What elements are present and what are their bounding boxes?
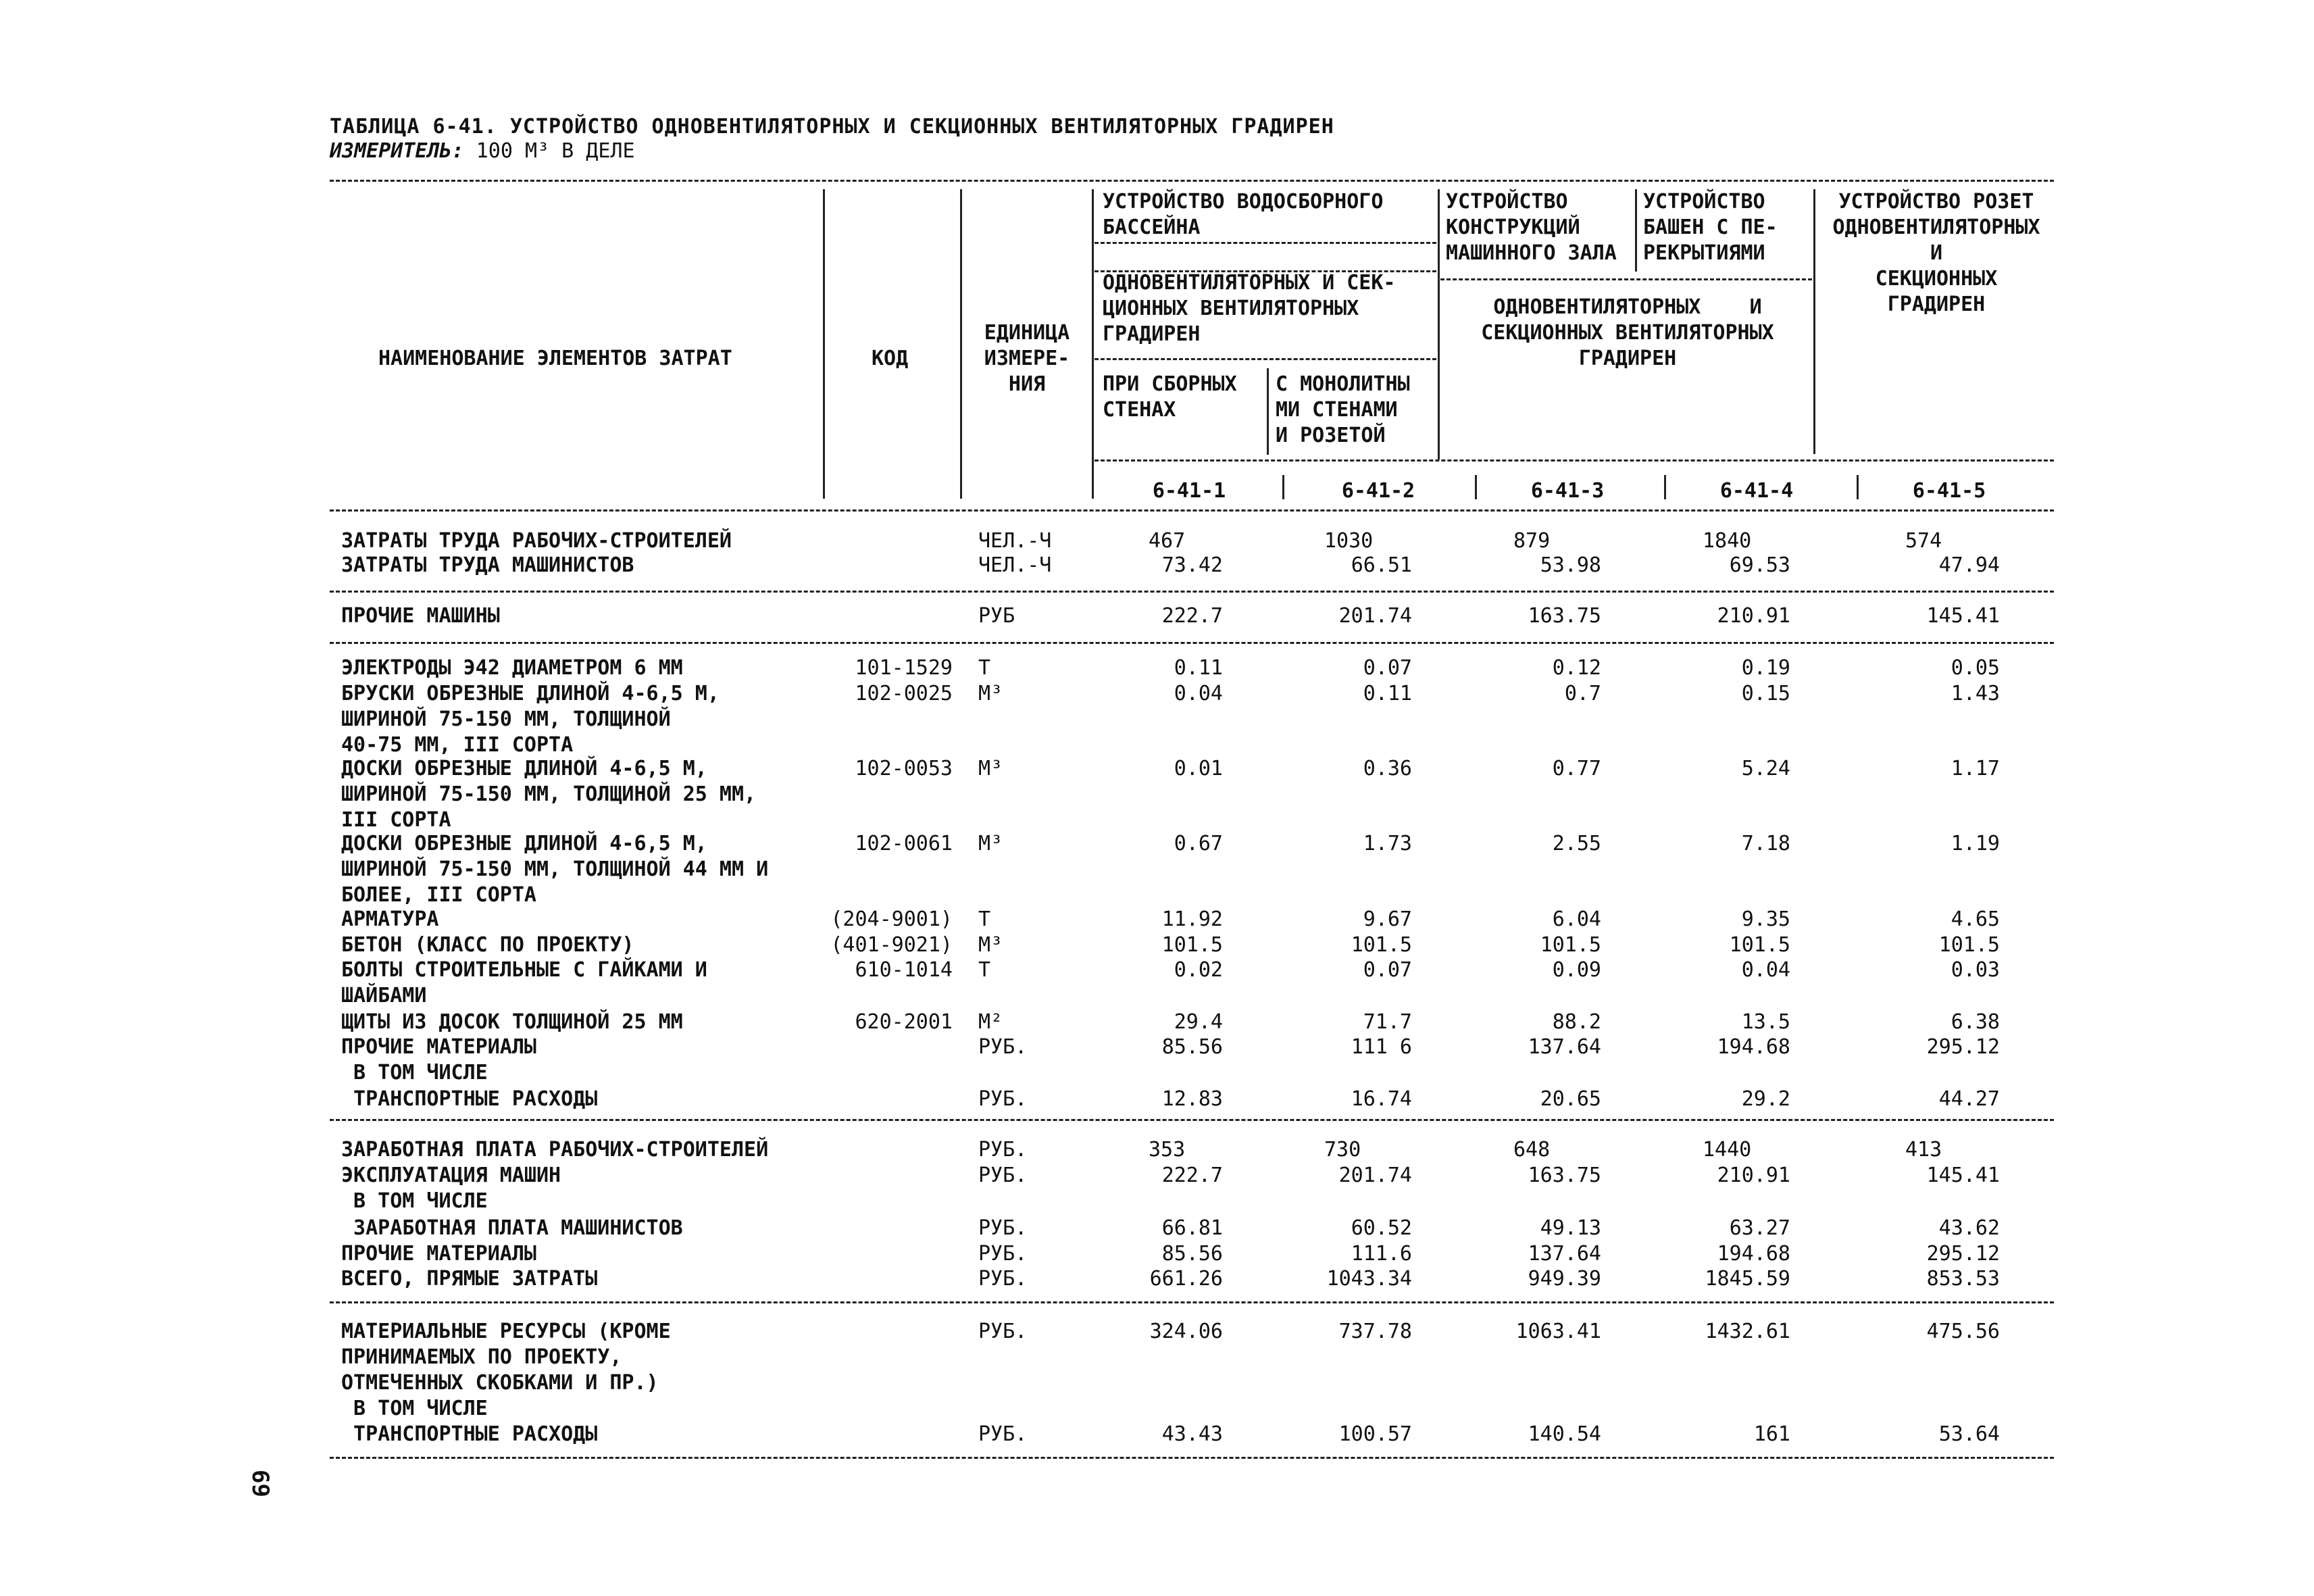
row-value: 47.94 — [1938, 553, 2000, 577]
row-name: ЩИТЫ ИЗ ДОСОК ТОЛЩИНОЙ 25 ММ — [341, 1010, 683, 1034]
section-rule — [330, 642, 2054, 644]
section-rule — [330, 1457, 2054, 1459]
row-value: 4.65 — [1951, 907, 2000, 931]
row-value: 0.03 — [1951, 958, 2000, 982]
row-name: ЭКСПЛУАТАЦИЯ МАШИН В ТОМ ЧИСЛЕ — [341, 1164, 561, 1213]
row-value: 101.5 — [1351, 933, 1412, 957]
row-value: 29.4 — [1174, 1010, 1223, 1034]
column-code: 6-41-5 — [1912, 479, 1986, 503]
row-value: 2.55 — [1552, 832, 1601, 855]
column-code: 6-41-3 — [1530, 479, 1605, 503]
row-name: ЗАРАБОТНАЯ ПЛАТА РАБОЧИХ-СТРОИТЕЛЕЙ — [341, 1138, 769, 1162]
row-name: ДОСКИ ОБРЕЗНЫЕ ДЛИНОЙ 4-6,5 М, ШИРИНОЙ 75-150 ММ, ТОЛЩИНОЙ 44 ММ И БОЛЕЕ, III СОРТА — [341, 832, 769, 907]
header-unit: ЕДИНИЦА ИЗМЕРЕ- НИЯ — [984, 321, 1070, 396]
row-value: 0.11 — [1174, 656, 1223, 680]
row-code: 102-0061 — [855, 832, 953, 855]
row-value: 353 — [1149, 1138, 1186, 1162]
section-rule — [330, 591, 2054, 593]
row-value: 1030 — [1324, 529, 1374, 553]
row-unit: РУБ. — [978, 1242, 1028, 1266]
column-code: 6-41-2 — [1341, 479, 1415, 503]
row-unit: Т — [978, 656, 991, 680]
row-name: БОЛТЫ СТРОИТЕЛЬНЫЕ С ГАЙКАМИ И ШАЙБАМИ — [341, 958, 707, 1007]
row-value: 0.01 — [1174, 757, 1223, 780]
row-name: ЗАТРАТЫ ТРУДА РАБОЧИХ-СТРОИТЕЛЕЙ — [341, 529, 732, 553]
row-value: 1.19 — [1951, 832, 2000, 855]
header-subrule — [1095, 358, 1436, 360]
header-bottom-rule — [330, 509, 2054, 512]
row-value: 222.7 — [1161, 1164, 1223, 1187]
row-value: 6.38 — [1951, 1010, 2000, 1034]
row-code: (204-9001) — [830, 907, 953, 931]
row-value: 222.7 — [1161, 604, 1223, 628]
row-value: 210.91 — [1717, 1164, 1790, 1187]
row-value: 1440 — [1703, 1138, 1752, 1162]
row-value: 88.2 — [1552, 1010, 1601, 1034]
row-unit: Т — [978, 958, 991, 982]
row-value: 13.5 — [1741, 1010, 1790, 1034]
row-value: 7.18 — [1741, 832, 1790, 855]
row-value: 1845.59 — [1705, 1267, 1790, 1291]
row-value: 0.02 — [1174, 958, 1223, 982]
row-value: 0.07 — [1363, 656, 1412, 680]
row-unit: М³ — [978, 757, 1003, 780]
row-name: ЗАТРАТЫ ТРУДА МАШИНИСТОВ — [341, 553, 634, 577]
header-group3: УСТРОЙСТВО БАШЕН С ПЕ- РЕКРЫТИЯМИ — [1643, 190, 1778, 265]
header-group4: УСТРОЙСТВО РОЗЕТ ОДНОВЕНТИЛЯТОРНЫХ И СЕКЦИОННЫХ ГРАДИРЕН — [1832, 190, 2040, 316]
row-unit: РУБ. — [978, 1138, 1028, 1162]
header-col1-sub: ПРИ СБОРНЫХ СТЕНАХ — [1103, 372, 1237, 422]
row-value: 137.64 — [1528, 1035, 1601, 1059]
header-divider — [1857, 475, 1859, 499]
row-name: ЗАРАБОТНАЯ ПЛАТА МАШИНИСТОВ — [341, 1216, 683, 1240]
row-value: 49.13 — [1540, 1216, 1601, 1240]
row-unit: ЧЕЛ.-Ч — [978, 553, 1052, 577]
row-value: 85.56 — [1161, 1035, 1223, 1059]
row-unit: РУБ. — [978, 1267, 1028, 1291]
row-value: 201.74 — [1338, 604, 1412, 628]
header-top-rule — [330, 180, 2054, 182]
row-value: 0.19 — [1741, 656, 1790, 680]
row-value: 6.04 — [1552, 907, 1601, 931]
row-code: 620-2001 — [855, 1010, 953, 1034]
row-value: 101.5 — [1161, 933, 1223, 957]
header-divider — [823, 189, 825, 499]
row-value: 11.92 — [1161, 907, 1223, 931]
row-value: 73.42 — [1161, 553, 1223, 577]
row-value: 0.05 — [1951, 656, 2000, 680]
row-value: 730 — [1324, 1138, 1361, 1162]
row-value: 101.5 — [1729, 933, 1790, 957]
row-unit: РУБ. — [978, 1422, 1028, 1446]
header-name: НАИМЕНОВАНИЕ ЭЛЕМЕНТОВ ЗАТРАТ — [378, 347, 732, 370]
row-value: 43.62 — [1938, 1216, 2000, 1240]
row-name: ТРАНСПОРТНЫЕ РАСХОДЫ — [341, 1422, 598, 1446]
row-unit: М² — [978, 1010, 1003, 1034]
row-value: 1063.41 — [1515, 1320, 1601, 1343]
row-value: 648 — [1513, 1138, 1551, 1162]
row-value: 1432.61 — [1705, 1320, 1790, 1343]
header-group1: УСТРОЙСТВО ВОДОСБОРНОГО БАССЕЙНА — [1103, 190, 1384, 239]
row-value: 1.43 — [1951, 682, 2000, 705]
page-number: 69 — [247, 1470, 274, 1497]
row-value: 0.36 — [1363, 757, 1412, 780]
row-value: 53.64 — [1938, 1422, 2000, 1446]
row-value: 0.04 — [1741, 958, 1790, 982]
section-rule — [330, 1119, 2054, 1121]
row-name: ДОСКИ ОБРЕЗНЫЕ ДЛИНОЙ 4-6,5 М, ШИРИНОЙ 75-150 ММ, ТОЛЩИНОЙ 25 ММ, III СОРТА — [341, 757, 757, 832]
row-unit: М³ — [978, 933, 1003, 957]
row-value: 879 — [1513, 529, 1551, 553]
row-name: БЕТОН (КЛАСС ПО ПРОЕКТУ) — [341, 933, 634, 957]
row-value: 145.41 — [1926, 604, 2000, 628]
measure-line — [330, 139, 635, 163]
row-value: 201.74 — [1338, 1164, 1412, 1187]
section-rule — [330, 1301, 2054, 1303]
row-code: (401-9021) — [830, 933, 953, 957]
row-value: 161 — [1753, 1422, 1790, 1446]
row-value: 140.54 — [1528, 1422, 1601, 1446]
row-value: 194.68 — [1717, 1035, 1790, 1059]
row-unit: РУБ. — [978, 1035, 1028, 1059]
header-code: КОД — [872, 347, 909, 370]
row-value: 43.43 — [1161, 1422, 1223, 1446]
row-value: 69.53 — [1729, 553, 1790, 577]
row-name: ТРАНСПОРТНЫЕ РАСХОДЫ — [341, 1087, 598, 1111]
row-unit: М³ — [978, 832, 1003, 855]
row-unit: ЧЕЛ.-Ч — [978, 529, 1052, 553]
row-value: 44.27 — [1938, 1087, 2000, 1111]
row-value: 0.07 — [1363, 958, 1412, 982]
row-unit: М³ — [978, 682, 1003, 705]
row-value: 101.5 — [1540, 933, 1601, 957]
row-value: 1.73 — [1363, 832, 1412, 855]
row-value: 295.12 — [1926, 1242, 2000, 1266]
row-value: 101.5 — [1938, 933, 2000, 957]
row-name: ПРОЧИЕ МАТЕРИАЛЫ — [341, 1242, 536, 1266]
row-unit: РУБ. — [978, 1164, 1028, 1187]
row-value: 467 — [1149, 529, 1186, 553]
header-group2: УСТРОЙСТВО КОНСТРУКЦИЙ МАШИННОГО ЗАЛА — [1446, 190, 1617, 265]
row-unit: РУБ. — [978, 1320, 1028, 1343]
row-value: 295.12 — [1926, 1035, 2000, 1059]
header-divider — [1813, 189, 1815, 454]
row-value: 0.11 — [1363, 682, 1412, 705]
row-name: МАТЕРИАЛЬНЫЕ РЕСУРСЫ (КРОМЕ ПРИНИМАЕМЫХ ПО ПРОЕКТУ, ОТМЕЧЕННЫХ СКОБКАМИ И ПР.) В ТОМ ЧИСЛЕ — [341, 1320, 671, 1420]
table-title: ТАБЛИЦА 6-41. УСТРОЙСТВО ОДНОВЕНТИЛЯТОРНЫХ И СЕКЦИОННЫХ ВЕНТИЛЯТОРНЫХ ГРАДИРЕН — [330, 115, 1334, 139]
row-value: 66.51 — [1351, 553, 1412, 577]
row-value: 0.09 — [1552, 958, 1601, 982]
row-value: 20.65 — [1540, 1087, 1601, 1111]
row-value: 0.77 — [1552, 757, 1601, 780]
row-value: 194.68 — [1717, 1242, 1790, 1266]
row-value: 63.27 — [1729, 1216, 1790, 1240]
row-name: БРУСКИ ОБРЕЗНЫЕ ДЛИНОЙ 4-6,5 М, ШИРИНОЙ 75-150 ММ, ТОЛЩИНОЙ 40-75 ММ, III СОРТА — [341, 682, 720, 757]
row-code: 101-1529 — [855, 656, 953, 680]
row-value: 60.52 — [1351, 1216, 1412, 1240]
row-value: 737.78 — [1338, 1320, 1412, 1343]
row-value: 9.67 — [1363, 907, 1412, 931]
column-code: 6-41-1 — [1152, 479, 1226, 503]
header-divider — [1438, 189, 1440, 459]
row-value: 53.98 — [1540, 553, 1601, 577]
row-code: 610-1014 — [855, 958, 953, 982]
row-value: 210.91 — [1717, 604, 1790, 628]
header-col2-sub: С МОНОЛИТНЫ МИ СТЕНАМИ И РОЗЕТОЙ — [1276, 372, 1410, 447]
row-value: 413 — [1905, 1138, 1942, 1162]
header-subrule — [1440, 278, 1812, 280]
header-divider — [1267, 368, 1269, 455]
row-value: 0.04 — [1174, 682, 1223, 705]
header-divider — [1635, 189, 1637, 272]
row-name: ПРОЧИЕ МАТЕРИАЛЫ В ТОМ ЧИСЛЕ — [341, 1035, 536, 1084]
row-unit: РУБ — [978, 604, 1015, 628]
row-value: 475.56 — [1926, 1320, 2000, 1343]
row-unit: Т — [978, 907, 991, 931]
row-value: 1.17 — [1951, 757, 2000, 780]
row-value: 163.75 — [1528, 1164, 1601, 1187]
row-value: 163.75 — [1528, 604, 1601, 628]
header-divider — [960, 189, 962, 499]
row-value: 0.12 — [1552, 656, 1601, 680]
row-value: 1840 — [1703, 529, 1752, 553]
header-divider — [1092, 189, 1094, 499]
row-value: 145.41 — [1926, 1164, 2000, 1187]
row-value: 0.15 — [1741, 682, 1790, 705]
row-value: 1043.34 — [1326, 1267, 1412, 1291]
column-code: 6-41-4 — [1719, 479, 1794, 503]
header-divider — [1475, 475, 1477, 499]
row-value: 324.06 — [1149, 1320, 1223, 1343]
row-value: 661.26 — [1149, 1267, 1223, 1291]
row-name: ЭЛЕКТРОДЫ Э42 ДИАМЕТРОМ 6 ММ — [341, 656, 683, 680]
row-value: 12.83 — [1161, 1087, 1223, 1111]
header-divider — [1282, 475, 1284, 499]
row-value: 111 6 — [1351, 1035, 1412, 1059]
row-name: ВСЕГО, ПРЯМЫЕ ЗАТРАТЫ — [341, 1267, 598, 1291]
row-value: 29.2 — [1741, 1087, 1790, 1111]
row-value: 71.7 — [1363, 1010, 1412, 1034]
header-subrule — [1095, 459, 2054, 462]
row-value: 853.53 — [1926, 1267, 2000, 1291]
row-value: 111.6 — [1351, 1242, 1412, 1266]
row-value: 100.57 — [1338, 1422, 1412, 1446]
row-value: 16.74 — [1351, 1087, 1412, 1111]
row-value: 0.7 — [1564, 682, 1601, 705]
row-name: ПРОЧИЕ МАШИНЫ — [341, 604, 500, 628]
row-name: АРМАТУРА — [341, 907, 439, 931]
header-subrule — [1095, 242, 1436, 244]
row-value: 949.39 — [1528, 1267, 1601, 1291]
row-unit: РУБ. — [978, 1087, 1028, 1111]
measure-value: 100 М³ В ДЕЛЕ — [476, 139, 635, 163]
row-code: 102-0025 — [855, 682, 953, 705]
row-value: 0.67 — [1174, 832, 1223, 855]
row-value: 66.81 — [1161, 1216, 1223, 1240]
row-unit: РУБ. — [978, 1216, 1028, 1240]
header-group23-sub: ОДНОВЕНТИЛЯТОРНЫХ И СЕКЦИОННЫХ ВЕНТИЛЯТОРНЫХ ГРАДИРЕН — [1481, 295, 1774, 370]
row-value: 5.24 — [1741, 757, 1790, 780]
header-divider — [1664, 475, 1666, 499]
row-value: 85.56 — [1161, 1242, 1223, 1266]
row-value: 137.64 — [1528, 1242, 1601, 1266]
measure-label: ИЗМЕРИТЕЛЬ: — [330, 139, 464, 163]
row-code: 102-0053 — [855, 757, 953, 780]
row-value: 9.35 — [1741, 907, 1790, 931]
header-group1-sub: ОДНОВЕНТИЛЯТОРНЫХ И СЕК- ЦИОННЫХ ВЕНТИЛЯТОРНЫХ ГРАДИРЕН — [1103, 271, 1396, 346]
row-value: 574 — [1905, 529, 1942, 553]
